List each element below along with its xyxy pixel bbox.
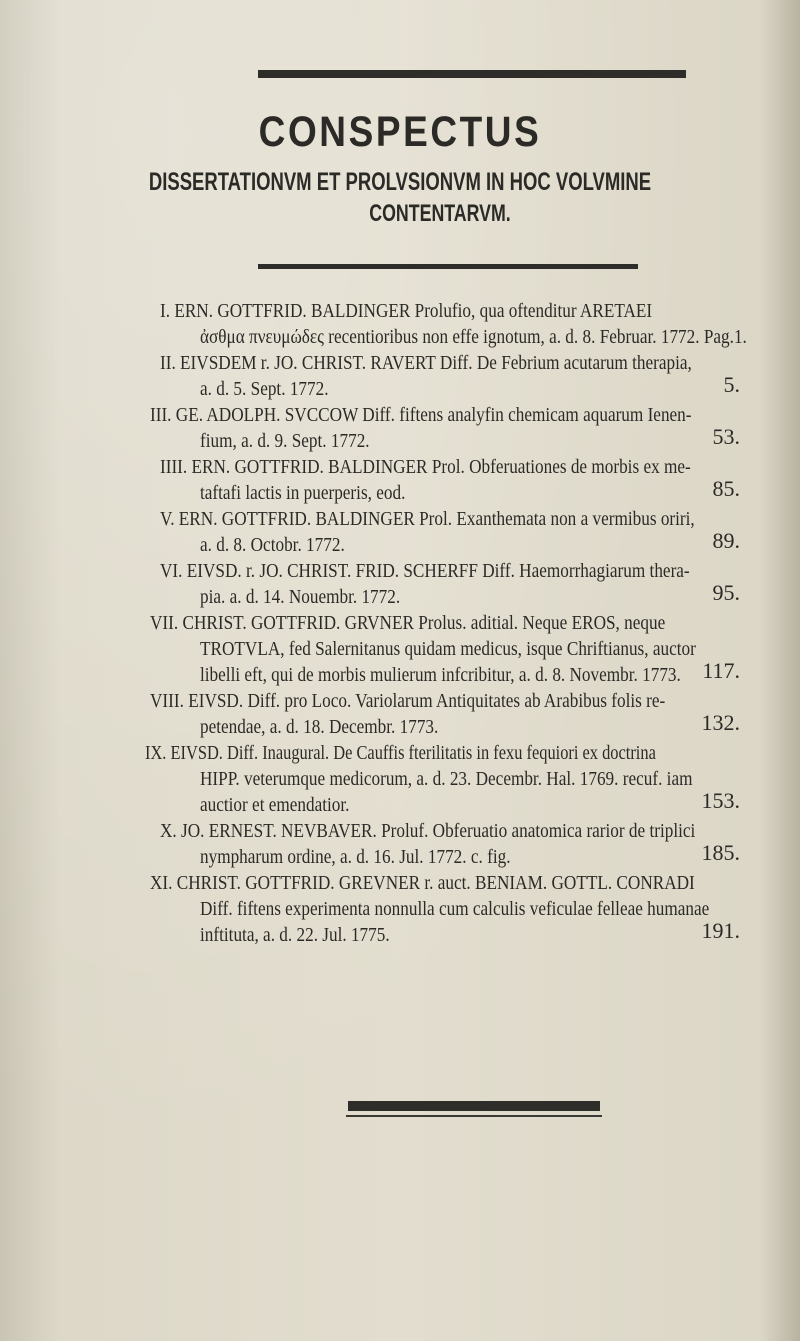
footer-ornamental-rule	[348, 1101, 600, 1111]
toc-entry-line: IX. EIVSD. Diff. Inaugural. De Cauffis fterilitatis in fexu fequiori ex doctrina	[145, 742, 656, 764]
toc-entry-line: nympharum ordine, a. d. 16. Jul. 1772. c. fig.	[200, 846, 511, 868]
toc-page-number: 153.	[701, 788, 740, 813]
toc-entry-line: IIII. ERN. GOTTFRID. BALDINGER Prol. Obferuationes de morbis ex me-	[160, 456, 691, 478]
toc-entry-line: petendae, a. d. 18. Decembr. 1773.	[200, 716, 439, 738]
toc-entry-line: taftafi lactis in puerperis, eod.	[200, 482, 406, 504]
footer-rule-thin	[346, 1115, 602, 1117]
toc-page-number: 53.	[712, 424, 740, 449]
page-subtitle-continued: CONTENTARVM.	[369, 200, 511, 227]
header-rule	[258, 264, 638, 269]
toc-entry-line: TROTVLA, fed Salernitanus quidam medicus, isque Chriftianus, auctor	[200, 638, 696, 660]
toc-entry-line: inftituta, a. d. 22. Jul. 1775.	[200, 924, 390, 946]
toc-entry-line: II. EIVSDEM r. JO. CHRIST. RAVERT Diff. De Febrium acutarum therapia,	[160, 352, 692, 374]
toc-page-number: 117.	[702, 658, 740, 683]
toc-entry-line: XI. CHRIST. GOTTFRID. GREVNER r. auct. BENIAM. GOTTL. CONRADI	[150, 872, 695, 894]
toc-page-number: 132.	[701, 710, 740, 735]
page-title: CONSPECTUS	[258, 108, 542, 156]
toc-page-number: 89.	[712, 528, 740, 553]
top-ornamental-rule	[258, 70, 686, 78]
toc-entry-line: Diff. fiftens experimenta nonnulla cum calculis veficulae felleae humanae	[200, 898, 710, 920]
toc-page-number: 185.	[701, 840, 740, 865]
toc-entry-line: VI. EIVSD. r. JO. CHRIST. FRID. SCHERFF Diff. Haemorrhagiarum thera-	[160, 560, 690, 582]
toc-entry-line: I. ERN. GOTTFRID. BALDINGER Prolufio, qua oftenditur ARETAEI	[160, 300, 653, 322]
page-subtitle: DISSERTATIONVM ET PROLVSIONVM IN HOC VOLVMINE	[148, 168, 652, 196]
toc-entry-line: a. d. 5. Sept. 1772.	[200, 378, 329, 400]
toc-entry-line: libelli eft, qui de morbis mulierum infcribitur, a. d. 8. Novembr. 1773.	[200, 664, 681, 686]
toc-entry-line: auctior et emendatior.	[200, 794, 350, 816]
toc-entry-line: ἀσθμα πνευμώδες recentioribus non effe ignotum, a. d. 8. Februar. 1772. Pag.1.	[200, 326, 747, 348]
toc-page-number: 85.	[712, 476, 740, 501]
toc-entry-line: V. ERN. GOTTFRID. BALDINGER Prol. Exanthemata non a vermibus oriri,	[160, 508, 695, 530]
toc-entry-line: III. GE. ADOLPH. SVCCOW Diff. fiftens analyfin chemicam aquarum Ienen-	[150, 404, 692, 426]
toc-entry-line: pia. a. d. 14. Nouembr. 1772.	[200, 586, 401, 608]
toc-entry-line: fium, a. d. 9. Sept. 1772.	[200, 430, 370, 452]
toc-entry-line: HIPP. veterumque medicorum, a. d. 23. Decembr. Hal. 1769. recuf. iam	[200, 768, 693, 790]
toc-page-number: 95.	[712, 580, 740, 605]
toc-page-number: 191.	[701, 918, 740, 943]
toc-entry-line: X. JO. ERNEST. NEVBAVER. Proluf. Obferuatio anatomica rarior de triplici	[160, 820, 696, 842]
toc-entry-line: a. d. 8. Octobr. 1772.	[200, 534, 345, 556]
toc-entry-line: VIII. EIVSD. Diff. pro Loco. Variolarum Antiquitates ab Arabibus folis re-	[150, 690, 666, 712]
toc-page-number: 5.	[723, 372, 740, 397]
toc-entry-line: VII. CHRIST. GOTTFRID. GRVNER Prolus. aditial. Neque EROS, neque	[150, 612, 666, 634]
